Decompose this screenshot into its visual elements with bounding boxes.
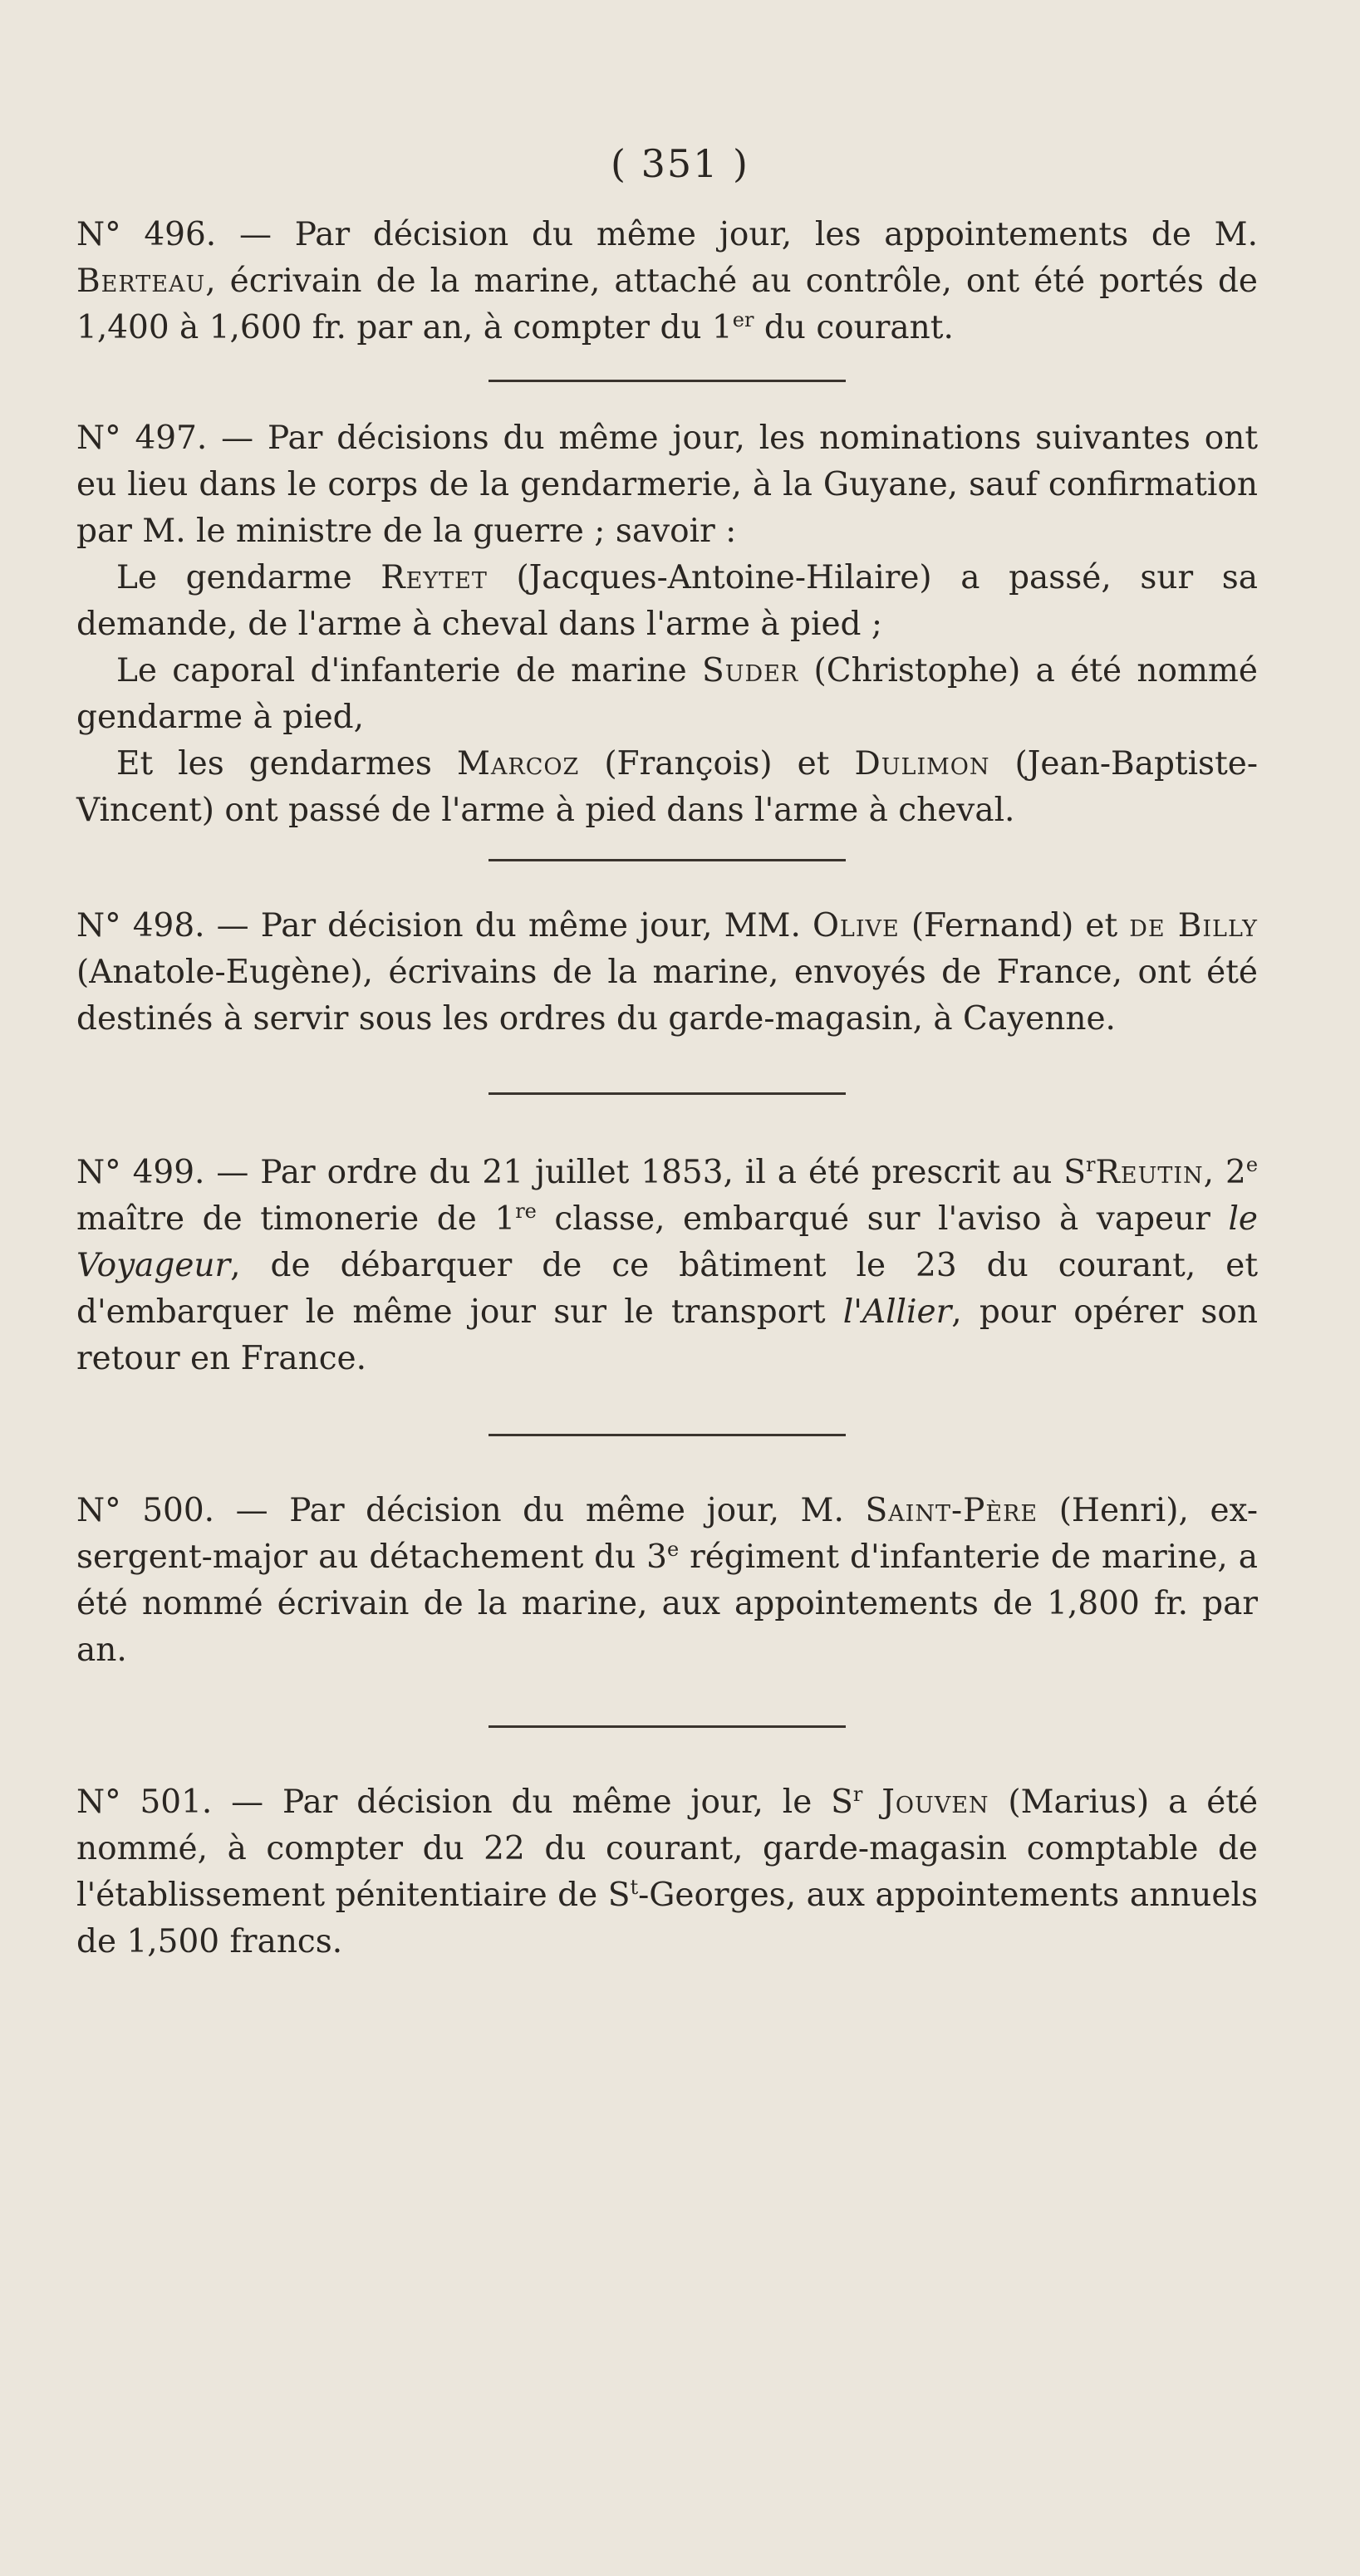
name-smallcaps: Jouven: [881, 1784, 989, 1821]
name-smallcaps: Reutin: [1095, 1154, 1204, 1191]
entry-497: [76, 415, 1258, 834]
ship-name: l'Allier: [842, 1293, 952, 1331]
text-run: (François) et: [579, 745, 855, 783]
entry-number: N° 497.: [76, 420, 208, 457]
entry-number: N° 496.: [76, 216, 217, 253]
text-run: (Jacques-Antoine-Hilaire) a passé, sur sa demande, de l'arme à cheval dans l'arme à pied ;: [76, 559, 1258, 643]
entry-number: N° 499.: [76, 1154, 205, 1191]
name-smallcaps: Reytet: [381, 559, 488, 596]
name-smallcaps: Saint-Père: [865, 1492, 1038, 1529]
entry-number: N° 498.: [76, 907, 205, 945]
text-run: (Jean-Baptiste-Vincent) ont passé de l'arme à pied dans l'arme à cheval.: [76, 745, 1259, 829]
text-run: maître de timonerie de 1: [76, 1200, 516, 1238]
text-run: (Anatole-Eugène), écrivains de la marine, envoyés de France, ont été destinés à servir sous les ordres du garde-magasin, à Cayenne.: [76, 954, 1258, 1038]
text-run: — Par ordre du 21 juillet 1853, il a été prescrit au S: [216, 1154, 1087, 1191]
superscript: t: [630, 1876, 639, 1899]
text-run: classe, embarqué sur l'aviso à vapeur: [536, 1200, 1229, 1238]
entries-list: [76, 212, 1258, 1965]
text-run: (Marius) a été nommé, à compter du 22 du courant, garde-magasin comptable de l'établissement pénitentiaire de S: [76, 1784, 1259, 1914]
entry-498: [76, 903, 1258, 1043]
entry-paragraph: [76, 1779, 1258, 1965]
text-run: , pour opérer son retour en France.: [76, 1293, 1258, 1377]
text-run: Le caporal d'infanterie de marine: [116, 652, 703, 689]
entry-paragraph: [76, 903, 1258, 1043]
text-run: (Fernand) et: [899, 907, 1130, 945]
separator-rule: [489, 1092, 846, 1095]
superscript: e: [1245, 1153, 1259, 1176]
text-run: — Par décision du même jour, M.: [235, 1492, 866, 1529]
separator-rule: [489, 380, 846, 382]
entry-499: [76, 1150, 1258, 1382]
text-run: régiment d'infanterie de marine, a été nommé écrivain de la marine, aux appointements de 1,800 fr. par an.: [76, 1538, 1258, 1669]
entry-subparagraph: [76, 555, 1258, 648]
entry-subparagraph: [76, 648, 1258, 741]
text-run: — Par décisions du même jour, les nominations suivantes ont eu lieu dans le corps de la gendarmerie, à la Guyane, sauf confirmation par M. le ministre de la guerre ; savoir :: [76, 420, 1259, 550]
name-smallcaps: Berteau: [76, 263, 206, 300]
separator-rule: [489, 1725, 846, 1728]
text-run: -Georges, aux appointements annuels de 1,500 francs.: [76, 1877, 1258, 1960]
entry-subparagraph: [76, 741, 1258, 834]
superscript: r: [1086, 1153, 1096, 1176]
superscript: re: [515, 1200, 537, 1223]
entry-paragraph: [76, 212, 1258, 351]
entry-paragraph: [76, 1150, 1258, 1382]
ship-name: le Voyageur: [76, 1200, 1258, 1284]
name-smallcaps: de Billy: [1129, 907, 1258, 945]
name-smallcaps: Marcoz: [456, 745, 580, 783]
name-smallcaps: Dulimon: [854, 745, 990, 783]
text-run: , écrivain de la marine, attaché au contrôle, ont été portés de 1,400 à 1,600 fr. par an, à compter du 1: [76, 263, 1258, 346]
superscript: er: [732, 308, 754, 331]
text-run: Et les gendarmes: [116, 745, 457, 783]
entry-500: [76, 1488, 1258, 1674]
superscript: r: [852, 1783, 863, 1806]
page-number: ( 351 ): [611, 141, 749, 186]
text-run: — Par décision du même jour, MM.: [216, 907, 813, 945]
superscript: e: [666, 1538, 680, 1561]
entry-501: [76, 1779, 1258, 1965]
entry-paragraph: [76, 1488, 1258, 1674]
separator-rule: [489, 859, 846, 861]
text-run: — Par décision du même jour, le S: [231, 1784, 853, 1821]
text-run: (Henri), ex-sergent-major au détachement du 3: [76, 1492, 1259, 1576]
text-run: , de débarquer de ce bâtiment le 23 du courant, et d'embarquer le même jour sur le transport: [76, 1247, 1258, 1331]
text-run: [862, 1784, 881, 1821]
entry-number: N° 500.: [76, 1492, 215, 1529]
text-run: du courant.: [754, 309, 954, 346]
name-smallcaps: Suder: [702, 652, 799, 689]
entry-496: [76, 212, 1258, 351]
entry-paragraph: [76, 415, 1258, 555]
text-run: Le gendarme: [116, 559, 381, 596]
text-run: — Par décision du même jour, les appointements de M.: [238, 216, 1258, 253]
name-smallcaps: Olive: [812, 907, 900, 945]
separator-rule: [489, 1434, 846, 1436]
text-run: (Christophe) a été nommé gendarme à pied,: [76, 652, 1258, 736]
entry-number: N° 501.: [76, 1784, 213, 1821]
text-run: , 2: [1203, 1154, 1246, 1191]
